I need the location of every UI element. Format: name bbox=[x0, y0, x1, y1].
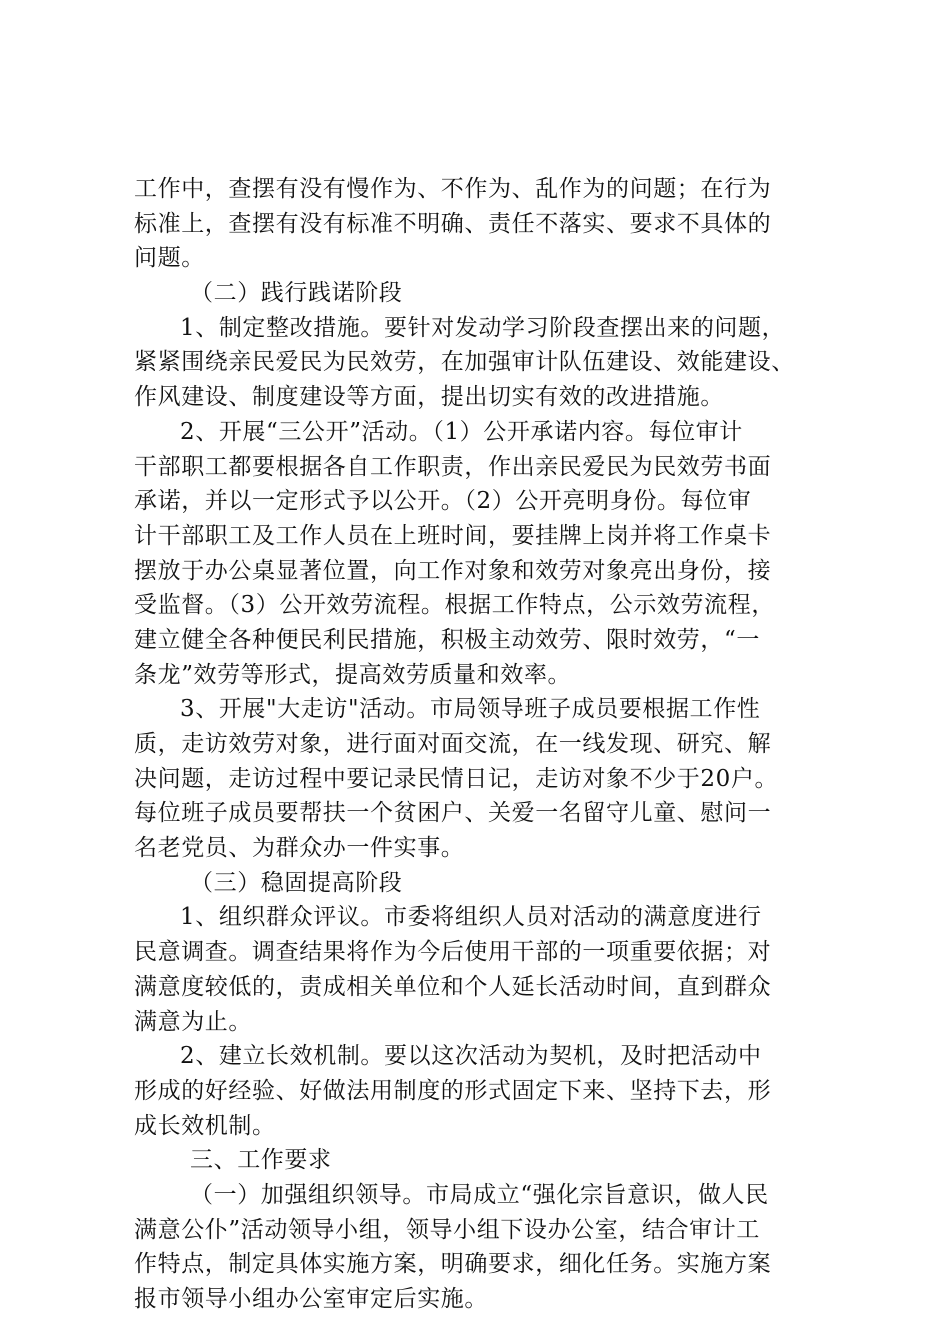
body-line: （一）加强组织领导。市局成立“强化宗旨意识，做人民 bbox=[190, 1181, 769, 1208]
body-line: 紧紧围绕亲民爱民为民效劳，在加强审计队伍建设、效能建设、 bbox=[134, 349, 795, 376]
body-line: 1、制定整改措施。要针对发动学习阶段查摆出来的问题， bbox=[180, 314, 786, 341]
body-line: 成长效机制。 bbox=[134, 1112, 276, 1139]
body-line: 名老党员、为群众办一件实事。 bbox=[134, 835, 465, 862]
body-line: 满意度较低的，责成相关单位和个人延长活动时间，直到群众 bbox=[134, 973, 772, 1000]
body-line: 计干部职工及工作人员在上班时间，要挂牌上岗并将工作桌卡 bbox=[134, 522, 772, 549]
body-line: 2、建立长效机制。要以这次活动为契机，及时把活动中 bbox=[180, 1043, 762, 1070]
section-heading: （三）稳固提高阶段 bbox=[190, 869, 403, 896]
section-heading: 三、工作要求 bbox=[190, 1147, 332, 1174]
body-line: 承诺，并以一定形式予以公开。（2）公开亮明身份。每位审 bbox=[134, 488, 752, 515]
section-heading: （二）践行践诺阶段 bbox=[190, 280, 403, 307]
body-line: 作特点，制定具体实施方案，明确要求，细化任务。实施方案 bbox=[134, 1251, 772, 1278]
body-line: 受监督。（3）公开效劳流程。根据工作特点，公示效劳流程， bbox=[134, 592, 775, 619]
body-line: 形成的好经验、好做法用制度的形式固定下来、坚持下去，形 bbox=[134, 1077, 772, 1104]
body-line: 民意调查。调查结果将作为今后使用干部的一项重要依据；对 bbox=[134, 939, 772, 966]
body-line: 报市领导小组办公室审定后实施。 bbox=[134, 1286, 488, 1312]
body-line: 摆放于办公桌显著位置，向工作对象和效劳对象亮出身份，接 bbox=[134, 557, 772, 584]
body-line: 1、组织群众评议。市委将组织人员对活动的满意度进行 bbox=[180, 904, 762, 931]
body-line: 建立健全各种便民利民措施，积极主动效劳、限时效劳，“一 bbox=[134, 626, 760, 653]
body-line: 满意为止。 bbox=[134, 1008, 252, 1035]
body-line: 3、开展"大走访"活动。市局领导班子成员要根据工作性 bbox=[180, 696, 761, 723]
body-line: 决问题，走访过程中要记录民情日记，走访对象不少于20户。 bbox=[134, 765, 779, 792]
body-line: 问题。 bbox=[134, 245, 205, 272]
body-line: 作风建设、制度建设等方面，提出切实有效的改进措施。 bbox=[134, 384, 724, 411]
document-body bbox=[134, 172, 824, 1317]
body-line: 工作中，查摆有没有慢作为、不作为、乱作为的问题；在行为 bbox=[134, 176, 772, 202]
body-line: 质，走访效劳对象，进行面对面交流，在一线发现、研究、解 bbox=[134, 731, 772, 757]
body-line: 标准上，查摆有没有标准不明确、责任不落实、要求不具体的 bbox=[134, 210, 772, 237]
body-line: 干部职工都要根据各自工作职责，作出亲民爱民为民效劳书面 bbox=[134, 453, 772, 480]
body-line: 每位班子成员要帮扶一个贫困户、关爱一名留守儿童、慰问一 bbox=[134, 800, 772, 827]
body-line: 满意公仆”活动领导小组，领导小组下设办公室，结合审计工 bbox=[134, 1216, 760, 1243]
body-line: 2、开展“三公开”活动。（1）公开承诺内容。每位审计 bbox=[180, 418, 743, 445]
body-line: 条龙”效劳等形式，提高效劳质量和效率。 bbox=[134, 661, 572, 688]
